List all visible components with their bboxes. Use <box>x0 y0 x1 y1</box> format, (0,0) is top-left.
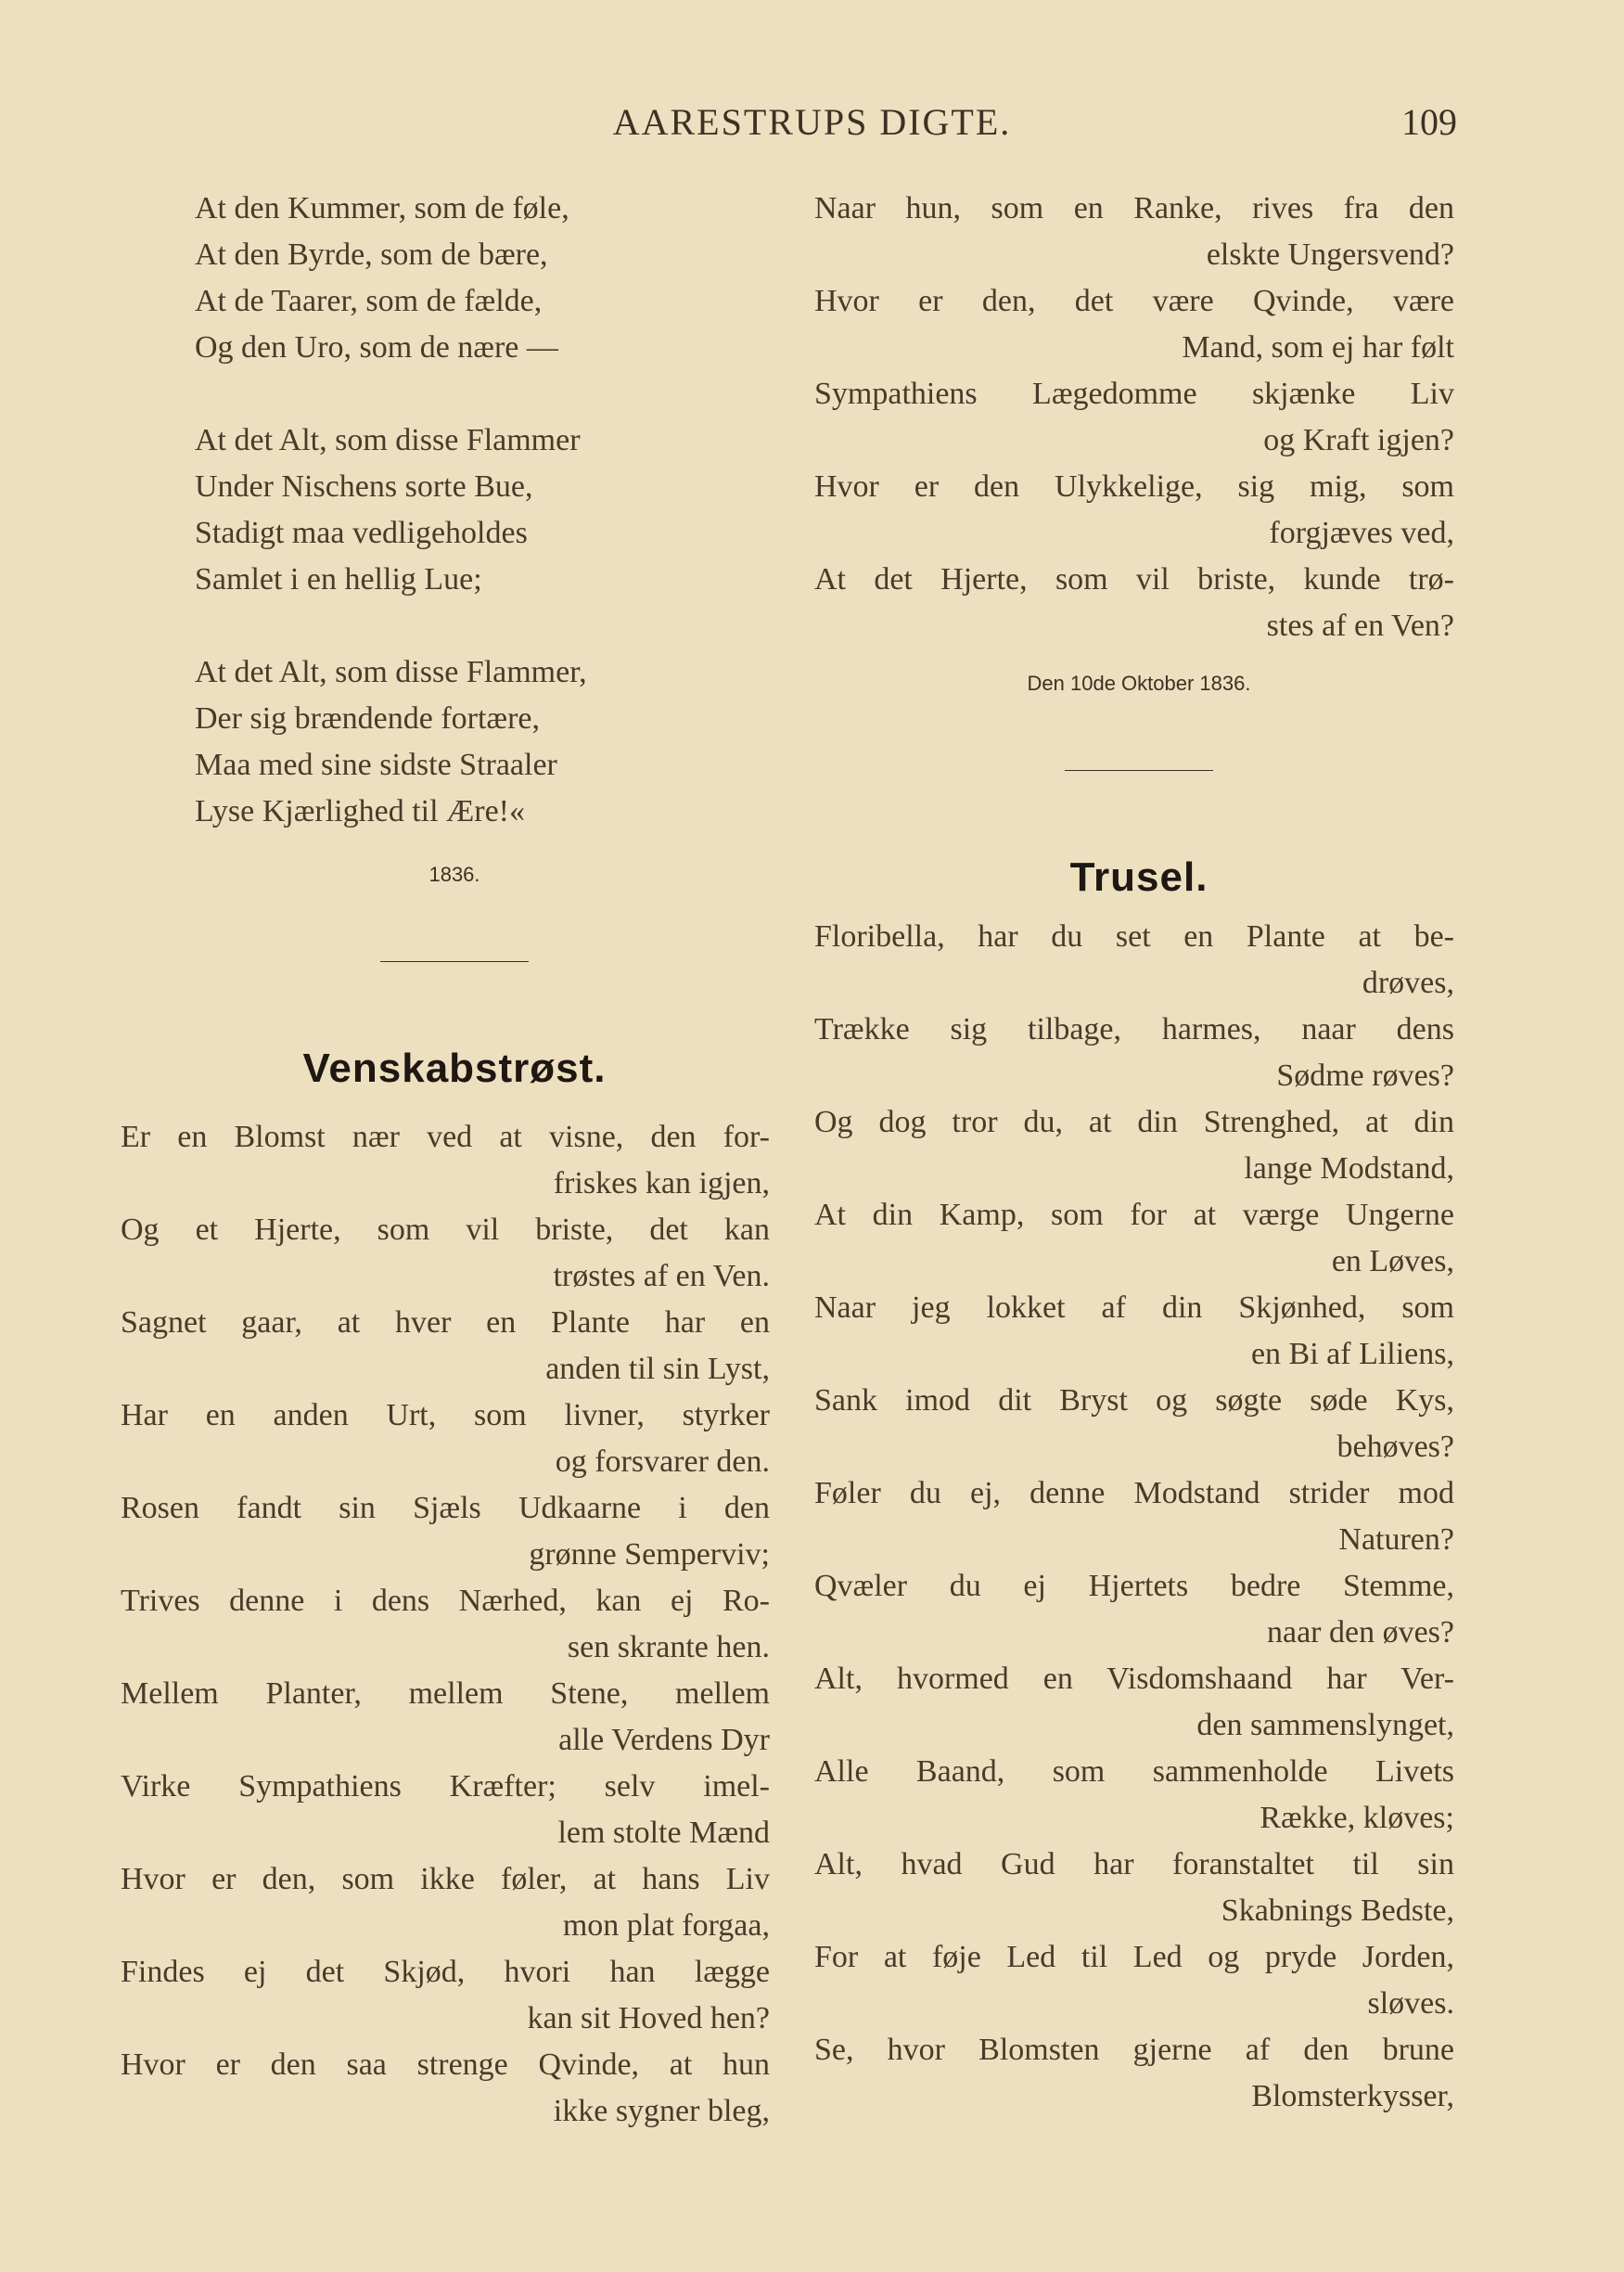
verse-line: Lyse Kjærlighed til Ære!« <box>195 794 526 828</box>
verse-line-continuation: mon plat forgaa, <box>562 1908 770 1943</box>
verse-line-continuation: en Løves, <box>1331 1244 1454 1278</box>
verse-line-continuation: Blomsterkysser, <box>1251 2079 1454 2113</box>
verse-line-continuation: anden til sin Lyst, <box>545 1352 770 1386</box>
verse-line: Har en anden Urt, som livner, styrker <box>121 1398 770 1432</box>
verse-line: Der sig brændende fortære, <box>195 701 541 736</box>
verse-line: Mellem Planter, mellem Stene, mellem <box>121 1676 770 1711</box>
verse-line-continuation: sløves. <box>1367 1986 1454 2021</box>
verse-line-continuation: lem stolte Mænd <box>557 1816 770 1850</box>
verse-line-continuation: Sødme røves? <box>1276 1059 1454 1093</box>
verse-line: Trives denne i dens Nærhed, kan ej Ro- <box>121 1584 770 1618</box>
venskab-lines-right <box>814 186 1454 649</box>
verse-line: Føler du ej, denne Modstand strider mod <box>814 1476 1454 1510</box>
verse-line: Sagnet gaar, at hver en Plante har en <box>121 1305 770 1340</box>
right-column <box>814 186 1464 2120</box>
section-divider <box>380 961 529 962</box>
verse-line: Hvor er den, det være Qvinde, være <box>814 284 1454 318</box>
verse-line-continuation: stes af en Ven? <box>1266 609 1454 643</box>
verse-line: Hvor er den saa strenge Qvinde, at hun <box>121 2047 770 2082</box>
section-divider <box>1065 770 1213 771</box>
verse-line: Qvæler du ej Hjertets bedre Stemme, <box>814 1569 1454 1603</box>
verse-line-continuation: Naturen? <box>1338 1522 1454 1557</box>
verse-line: Er en Blomst nær ved at visne, den for- <box>121 1120 770 1154</box>
verse-line-continuation: drøves, <box>1362 966 1454 1000</box>
poem-ending <box>121 186 714 835</box>
verse-line: At de Taarer, som de fælde, <box>195 284 543 318</box>
verse-line: At det Alt, som disse Flammer, <box>195 655 587 689</box>
verse-line-continuation: forgjæves ved, <box>1269 516 1454 550</box>
header-title: AARESTRUPS DIGTE. <box>612 101 1012 143</box>
verse-line-continuation: friskes kan igjen, <box>553 1166 770 1200</box>
verse-line: At din Kamp, som for at værge Ungerne <box>814 1198 1454 1232</box>
verse-line-continuation: elskte Ungersvend? <box>1206 237 1454 272</box>
verse-line: Virke Sympathiens Kræfter; selv imel- <box>121 1769 770 1803</box>
verse-line: Stadigt maa vedligeholdes <box>195 516 528 550</box>
verse-line-continuation: Række, kløves; <box>1260 1801 1454 1835</box>
verse-line: Hvor er den Ulykkelige, sig mig, som <box>814 469 1454 504</box>
verse-line-continuation: grønne Semperviv; <box>529 1537 770 1572</box>
verse-line: Naar jeg lokket af din Skjønhed, som <box>814 1290 1454 1325</box>
verse-line: Hvor er den, som ikke føler, at hans Liv <box>121 1862 770 1896</box>
verse-line-continuation: alle Verdens Dyr <box>558 1723 770 1757</box>
poem-title-venskabstrost: Venskabstrøst. <box>302 1046 607 1091</box>
left-column <box>121 186 788 2135</box>
poem-date: Den 10de Oktober 1836. <box>1027 672 1251 695</box>
verse-line: Floribella, har du set en Plante at be- <box>814 919 1454 954</box>
verse-line-continuation: ikke sygner bleg, <box>553 2094 770 2128</box>
verse-line-continuation: en Bi af Liliens, <box>1250 1337 1454 1371</box>
verse-line: At det Hjerte, som vil briste, kunde trø- <box>814 562 1454 597</box>
verse-line-continuation: trøstes af en Ven. <box>553 1259 770 1293</box>
poem-date: 1836. <box>428 863 480 886</box>
verse-line: Sank imod dit Bryst og søgte søde Kys, <box>814 1383 1454 1418</box>
verse-line: Samlet i en hellig Lue; <box>195 562 482 597</box>
verse-line-continuation: den sammenslynget, <box>1196 1708 1454 1742</box>
verse-line: Sympathiens Lægedomme skjænke Liv <box>814 377 1454 411</box>
venskab-lines-left <box>121 1114 770 2135</box>
verse-line-continuation: Mand, som ej har følt <box>1182 330 1454 365</box>
verse-line: Findes ej det Skjød, hvori han lægge <box>121 1955 770 1989</box>
running-header <box>0 100 1624 156</box>
verse-line-continuation: Skabnings Bedste, <box>1221 1893 1454 1928</box>
verse-line: For at føje Led til Led og pryde Jorden, <box>814 1940 1454 1974</box>
verse-line: Og et Hjerte, som vil briste, det kan <box>121 1213 770 1247</box>
trusel-lines <box>814 914 1454 2120</box>
verse-line: Naar hun, som en Ranke, rives fra den <box>814 191 1454 225</box>
verse-line: Alt, hvormed en Visdomshaand har Ver- <box>814 1662 1454 1696</box>
verse-line: At den Byrde, som de bære, <box>195 237 548 272</box>
page-number: 109 <box>1401 101 1457 143</box>
verse-line: Alle Baand, som sammenholde Livets <box>814 1754 1454 1789</box>
verse-line: Se, hvor Blomsten gjerne af den brune <box>814 2033 1454 2067</box>
poem-title-trusel: Trusel. <box>1069 854 1208 900</box>
verse-line-continuation: naar den øves? <box>1266 1615 1454 1649</box>
verse-line: Rosen fandt sin Sjæls Udkaarne i den <box>121 1491 770 1525</box>
verse-line: Trække sig tilbage, harmes, naar dens <box>814 1012 1454 1046</box>
verse-line: Og dog tror du, at din Strenghed, at din <box>814 1105 1454 1139</box>
verse-line: At den Kummer, som de føle, <box>195 191 569 225</box>
verse-line-continuation: sen skrante hen. <box>567 1630 770 1664</box>
verse-line-continuation: og forsvarer den. <box>555 1444 770 1479</box>
verse-line: At det Alt, som disse Flammer <box>195 423 581 457</box>
verse-line-continuation: behøves? <box>1336 1430 1454 1464</box>
verse-line: Og den Uro, som de nære — <box>195 330 558 365</box>
verse-line-continuation: lange Modstand, <box>1244 1151 1454 1186</box>
verse-line-continuation: og Kraft igjen? <box>1263 423 1454 457</box>
verse-line: Under Nischens sorte Bue, <box>195 469 533 504</box>
verse-line: Alt, hvad Gud har foranstaltet til sin <box>814 1847 1454 1881</box>
verse-line-continuation: kan sit Hoved hen? <box>527 2001 770 2035</box>
verse-line: Maa med sine sidste Straaler <box>195 748 557 782</box>
